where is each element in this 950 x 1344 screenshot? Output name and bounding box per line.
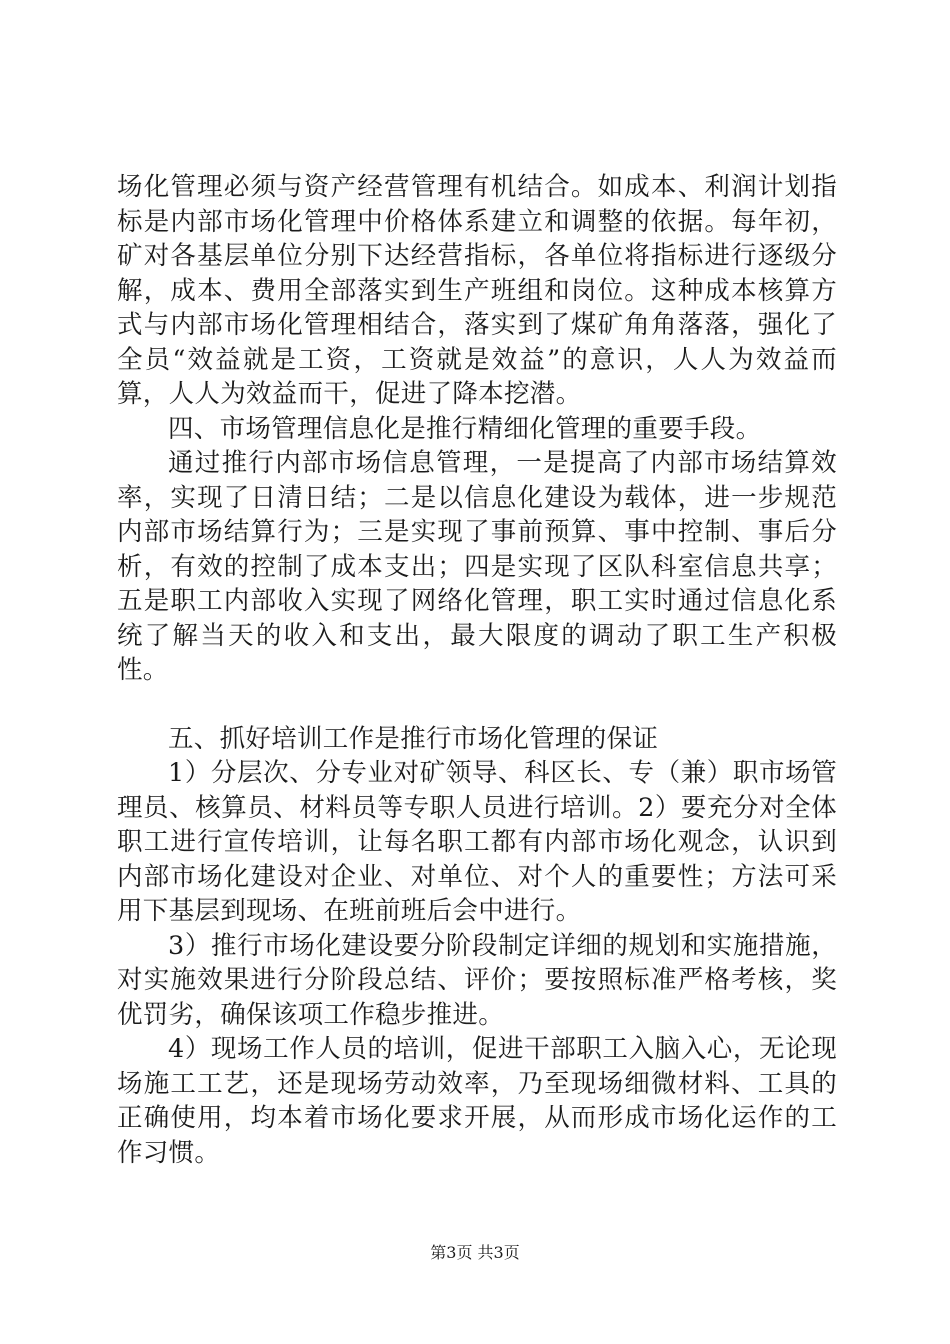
paragraph-continuation: 场化管理必须与资产经营管理有机结合。如成本、利润计划指标是内部市场化管理中价格体系建立和调整的依据。每年初，矿对各基层单位分别下达经营指标，各单位将指标进行逐级分解，成本、费用全部落实到生产班组和岗位。这种成本核算方式与内部市场化管理相结合，落实到了煤矿角角落落，强化了全员“效益就是工资，工资就是效益”的意识，人人为效益而算，人人为效益而干，促进了降本挖潜。 [117, 172, 837, 409]
paragraph-info-management: 通过推行内部市场信息管理，一是提高了内部市场结算效率，实现了日清日结；二是以信息化建设为载体，进一步规范内部市场结算行为；三是实现了事前预算、事中控制、事后分析，有效的控制了成本支出；四是实现了区队科室信息共享；五是职工内部收入实现了网络化管理，职工实时通过信息化系统了解当天的收入和支出，最大限度的调动了职工生产积极性。 [117, 448, 837, 685]
page-number-footer: 第3页 共3页 [430, 1243, 520, 1262]
section-heading-5: 五、抓好培训工作是推行市场化管理的保证 [168, 723, 659, 754]
section-heading-4: 四、市场管理信息化是推行精细化管理的重要手段。 [168, 413, 762, 444]
paragraph-training-4: 4）现场工作人员的培训，促进干部职工入脑入心，无论现场施工工艺，还是现场劳动效率，乃至现场细微材料、工具的正确使用，均本着市场化要求开展，从而形成市场化运作的工作习惯。 [117, 1034, 837, 1168]
paragraph-training-3: 3）推行市场化建设要分阶段制定详细的规划和实施措施，对实施效果进行分阶段总结、评价；要按照标准严格考核，奖优罚劣，确保该项工作稳步推进。 [117, 930, 837, 1030]
document-body [117, 170, 837, 1170]
paragraph-training-1-2: 1）分层次、分专业对矿领导、科区长、专（兼）职市场管理员、核算员、材料员等专职人员进行培训。2）要充分对全体职工进行宣传培训，让每名职工都有内部市场化观念，认识到内部市场化建设对企业、对单位、对个人的重要性；方法可采用下基层到现场、在班前班后会中进行。 [117, 758, 837, 926]
